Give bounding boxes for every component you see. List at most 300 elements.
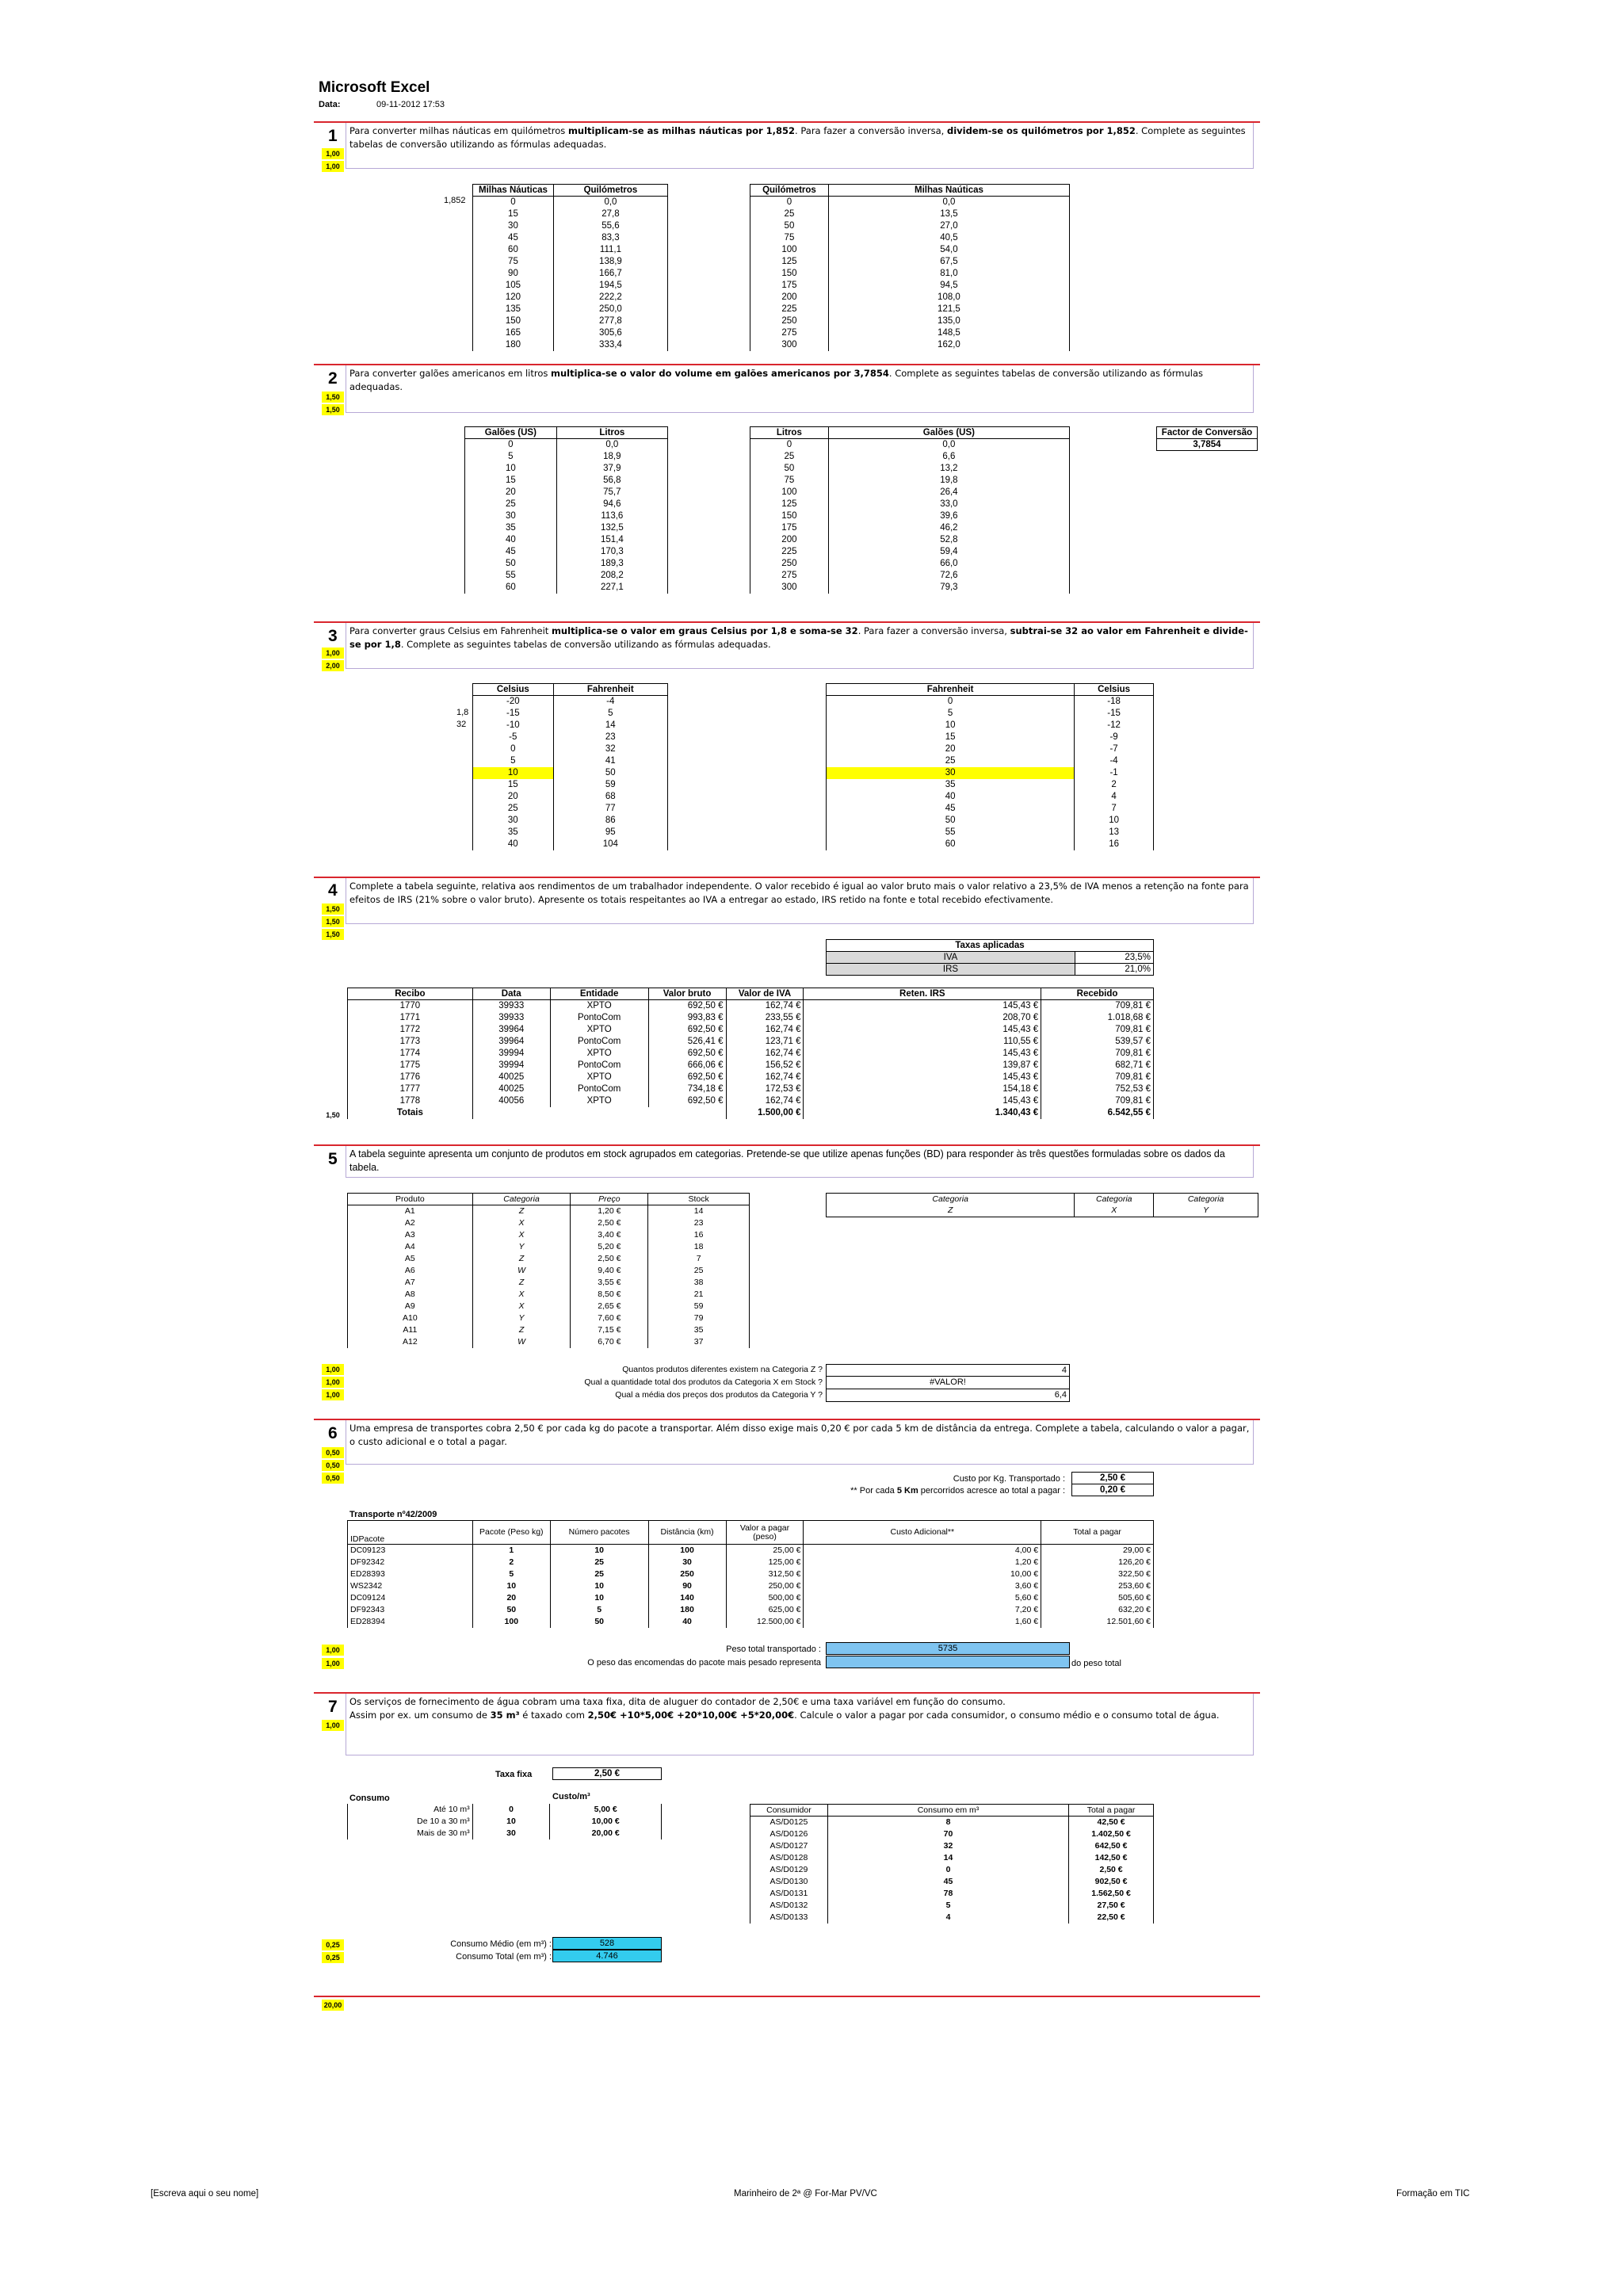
table-cell: PontoCom — [550, 1036, 648, 1048]
column-header: Milhas Náuticas — [473, 185, 554, 197]
db-answer: 4 — [826, 1364, 1070, 1377]
table-cell: W — [472, 1336, 571, 1348]
table-row — [750, 1900, 1154, 1912]
table-cell: 692,50 € — [648, 1024, 726, 1036]
score-cell: 1,50 — [322, 904, 344, 915]
table-cell: 15 — [827, 732, 1075, 743]
table-cell: 10 — [550, 1545, 648, 1557]
table-cell: 37 — [648, 1336, 750, 1348]
table-row — [827, 827, 1154, 839]
score-cell: 1,00 — [322, 1720, 344, 1731]
table-cell: 150 — [750, 268, 829, 280]
table-row — [750, 280, 1070, 292]
score-cell: 1,00 — [322, 1364, 344, 1375]
table-cell: 75 — [473, 256, 554, 268]
table-cell: A4 — [348, 1241, 473, 1253]
table-cell: 170,3 — [556, 546, 667, 558]
table-row — [827, 767, 1154, 779]
table-row — [750, 558, 1070, 570]
question-text: Os serviços de fornecimento de água cobram uma taxa fixa, dita de aluguer do contador de 2,50€ e uma taxa variável em função do consumo. Assim por ex. um consumo de 35 m³ é taxado com 2,50€ +10*5,00€ +20*10,00€ +5*20,00€. Calcule o valor a pagar por cada consumidor, o consumo médio e o consumo total de água. — [346, 1694, 1254, 1755]
table-row — [348, 1036, 1154, 1048]
table-row — [348, 1545, 1154, 1557]
table-row — [348, 1804, 662, 1816]
table-cell: 682,71 € — [1041, 1060, 1154, 1072]
table-cell: 46,2 — [828, 522, 1069, 534]
table-row — [465, 439, 668, 451]
table-cell: 275 — [750, 327, 829, 339]
table-cell: A8 — [348, 1289, 473, 1301]
table-cell: 10 — [465, 463, 557, 475]
table-cell: A11 — [348, 1324, 473, 1336]
table-cell: -18 — [1075, 696, 1154, 708]
table-cell: 1770 — [348, 1000, 473, 1012]
table-cell: 145,43 € — [804, 1000, 1041, 1012]
table-row — [348, 1229, 750, 1241]
table-cell: 3,40 € — [571, 1229, 648, 1241]
table-cell: 100 — [750, 487, 829, 499]
table-cell: 162,74 € — [726, 1000, 804, 1012]
table-cell: 25 — [750, 208, 829, 220]
table-cell: 140 — [648, 1592, 726, 1604]
fahrenheit-to-celsius-table — [826, 683, 1154, 850]
table-cell: 5 — [553, 708, 667, 720]
table-cell: 148,5 — [828, 327, 1069, 339]
table-cell: 14 — [648, 1205, 750, 1217]
table-cell: 50 — [827, 815, 1075, 827]
table-cell: 2,65 € — [571, 1301, 648, 1312]
table-row — [465, 451, 668, 463]
table-cell: 72,6 — [828, 570, 1069, 582]
table-cell: 0 — [473, 743, 554, 755]
table-row — [348, 1048, 1154, 1060]
table-cell: 4,00 € — [804, 1545, 1041, 1557]
table-row — [348, 1301, 750, 1312]
score-cell: 1,50 — [326, 1111, 340, 1119]
header-row — [348, 1194, 750, 1205]
table-cell: 79,3 — [828, 582, 1069, 594]
table-cell: 12.501,60 € — [1041, 1616, 1154, 1628]
table-cell: 77 — [553, 803, 667, 815]
table-cell: 10 — [472, 1580, 550, 1592]
table-cell: 625,00 € — [726, 1604, 804, 1616]
table-cell: 6,70 € — [571, 1336, 648, 1348]
table-cell: -4 — [1075, 755, 1154, 767]
table-cell: DC09124 — [348, 1592, 473, 1604]
table-cell: 20 — [473, 791, 554, 803]
table-cell: 108,0 — [828, 292, 1069, 304]
table-cell: -7 — [1075, 743, 1154, 755]
table-cell: 40025 — [472, 1083, 550, 1095]
table-row — [827, 1205, 1258, 1217]
table-cell: A1 — [348, 1205, 473, 1217]
table-row — [348, 1253, 750, 1265]
table-cell: X — [1075, 1205, 1154, 1217]
table-cell: -20 — [473, 696, 554, 708]
table-cell: 16 — [1075, 839, 1154, 850]
table-cell: 2,50 € — [571, 1217, 648, 1229]
consumption-label: Consumo — [349, 1794, 390, 1803]
table-cell: 50 — [550, 1616, 648, 1628]
table-cell: 5 — [827, 1900, 1068, 1912]
score-cell: 1,00 — [322, 1658, 344, 1669]
table-cell: 194,5 — [553, 280, 667, 292]
header-row — [348, 988, 1154, 1000]
factor-1-8: 1,8 — [456, 708, 469, 717]
cost-per-kg-label: Custo por Kg. Transportado : — [953, 1474, 1065, 1484]
table-row — [750, 292, 1070, 304]
column-header: Reten. IRS — [804, 988, 1041, 1000]
table-cell: 5 — [465, 451, 557, 463]
table-cell: 32 — [553, 743, 667, 755]
table-cell: 78 — [827, 1888, 1068, 1900]
table-cell: 0,0 — [556, 439, 667, 451]
column-header: Entidade — [550, 988, 648, 1000]
table-cell: 1776 — [348, 1072, 473, 1083]
table-row — [348, 1205, 750, 1217]
header-row — [473, 185, 668, 197]
table-cell: 39994 — [472, 1060, 550, 1072]
table-cell: 100 — [750, 244, 829, 256]
table-cell: AS/D0132 — [750, 1900, 828, 1912]
question-number: 5 — [328, 1150, 338, 1168]
table-row — [473, 280, 668, 292]
table-cell: 25 — [648, 1265, 750, 1277]
table-cell: 10 — [550, 1592, 648, 1604]
table-cell: 1775 — [348, 1060, 473, 1072]
table-cell: AS/D0126 — [750, 1828, 828, 1840]
question-number: 6 — [328, 1424, 338, 1442]
table-cell: 5 — [473, 755, 554, 767]
column-header: Litros — [556, 427, 667, 439]
table-cell: 0 — [827, 1864, 1068, 1876]
table-row — [473, 755, 668, 767]
score-cell: 1,50 — [322, 392, 344, 403]
table-cell: 40 — [827, 791, 1075, 803]
table-cell: 29,00 € — [1041, 1545, 1154, 1557]
table-cell: 19,8 — [828, 475, 1069, 487]
table-cell: 59,4 — [828, 546, 1069, 558]
table-cell: 709,81 € — [1041, 1048, 1154, 1060]
table-cell: -15 — [1075, 708, 1154, 720]
table-row — [473, 803, 668, 815]
score-cell: 1,50 — [322, 916, 344, 927]
table-row — [473, 767, 668, 779]
table-cell: 0 — [472, 1804, 550, 1816]
table-cell: 15 — [465, 475, 557, 487]
table-cell: 100 — [472, 1616, 550, 1628]
column-header: Data — [472, 988, 550, 1000]
table-row — [473, 732, 668, 743]
km-to-miles-table — [750, 184, 1070, 351]
table-cell: 55 — [827, 827, 1075, 839]
table-cell: 2,50 € — [571, 1253, 648, 1265]
table-cell: 38 — [648, 1277, 750, 1289]
table-cell: 5,00 € — [550, 1804, 662, 1816]
table-cell: 10 — [473, 767, 554, 779]
footer-left: [Escreva aqui o seu nome] — [151, 2189, 259, 2199]
table-cell: 305,6 — [553, 327, 667, 339]
table-cell: 68 — [553, 791, 667, 803]
table-cell: 162,74 € — [726, 1095, 804, 1107]
table-cell: 734,18 € — [648, 1083, 726, 1095]
table-cell: 166,7 — [553, 268, 667, 280]
table-cell: 300 — [750, 582, 829, 594]
table-cell: 180 — [473, 339, 554, 351]
table-cell: X — [472, 1289, 571, 1301]
question-number: 1 — [328, 127, 338, 145]
table-cell: 39933 — [472, 1000, 550, 1012]
heaviest-pct-label: O peso das encomendas do pacote mais pesado representa — [587, 1658, 821, 1668]
table-row — [750, 1828, 1154, 1840]
table-cell: 79 — [648, 1312, 750, 1324]
table-row — [473, 244, 668, 256]
table-cell: 8 — [827, 1817, 1068, 1828]
table-cell: ED28394 — [348, 1616, 473, 1628]
table-cell: 156,52 € — [726, 1060, 804, 1072]
table-cell: 1773 — [348, 1036, 473, 1048]
table-cell: 0,0 — [553, 197, 667, 208]
table-cell: 13,2 — [828, 463, 1069, 475]
header-row — [750, 427, 1070, 439]
table-cell: 39,6 — [828, 510, 1069, 522]
table-cell: 145,43 € — [804, 1024, 1041, 1036]
table-cell: 54,0 — [828, 244, 1069, 256]
table-cell: 10 — [827, 720, 1075, 732]
income-table — [347, 988, 1154, 1119]
tax-rates-table: Taxas aplicadas IVA 23,5% IRS 21,0% — [826, 939, 1154, 976]
table-cell: Y — [472, 1312, 571, 1324]
table-cell: 37,9 — [556, 463, 667, 475]
column-header: Número pacotes — [550, 1521, 648, 1545]
per-5km-label: ** Por cada 5 Km percorridos acresce ao total a pagar : — [850, 1486, 1065, 1496]
table-cell: 55,6 — [553, 220, 667, 232]
table-cell: 67,5 — [828, 256, 1069, 268]
table-row — [750, 499, 1070, 510]
table-cell: PontoCom — [550, 1060, 648, 1072]
column-header: Valor de IVA — [726, 988, 804, 1000]
table-cell: 222,2 — [553, 292, 667, 304]
table-cell: 86 — [553, 815, 667, 827]
table-cell: 25 — [550, 1557, 648, 1568]
table-cell: 27,50 € — [1069, 1900, 1154, 1912]
transport-table — [347, 1520, 1154, 1628]
table-cell: 0,0 — [828, 197, 1069, 208]
table-cell: A9 — [348, 1301, 473, 1312]
table-cell: 12.500,00 € — [726, 1616, 804, 1628]
table-row — [465, 510, 668, 522]
table-cell: 1.018,68 € — [1041, 1012, 1154, 1024]
table-row — [465, 522, 668, 534]
table-cell: -5 — [473, 732, 554, 743]
table-cell: 56,8 — [556, 475, 667, 487]
question-number: 7 — [328, 1698, 338, 1716]
table-cell: 40,5 — [828, 232, 1069, 244]
table-cell: 0 — [473, 197, 554, 208]
table-cell: 3,60 € — [804, 1580, 1041, 1592]
header-row — [750, 1805, 1154, 1817]
table-row — [750, 327, 1070, 339]
table-cell: -9 — [1075, 732, 1154, 743]
table-cell: 90 — [648, 1580, 726, 1592]
table-cell: 142,50 € — [1069, 1852, 1154, 1864]
table-row — [750, 487, 1070, 499]
table-cell: A12 — [348, 1336, 473, 1348]
table-cell: 94,5 — [828, 280, 1069, 292]
table-cell: 23 — [553, 732, 667, 743]
table-cell: 0 — [827, 696, 1075, 708]
table-row — [750, 1888, 1154, 1900]
table-cell: XPTO — [550, 1072, 648, 1083]
column-header: Litros — [750, 427, 829, 439]
table-cell: 27,8 — [553, 208, 667, 220]
table-row — [750, 304, 1070, 315]
table-cell: 27,0 — [828, 220, 1069, 232]
gallons-to-liters-table — [464, 426, 668, 594]
table-cell: 642,50 € — [1069, 1840, 1154, 1852]
table-row — [473, 815, 668, 827]
table-row — [750, 244, 1070, 256]
table-cell: 18 — [648, 1241, 750, 1253]
table-cell: 25 — [750, 451, 829, 463]
table-cell: X — [472, 1301, 571, 1312]
table-cell: Até 10 m³ — [348, 1804, 473, 1816]
table-cell: 322,50 € — [1041, 1568, 1154, 1580]
table-cell: 25,00 € — [726, 1545, 804, 1557]
table-row — [348, 1000, 1154, 1012]
table-cell: DF92342 — [348, 1557, 473, 1568]
table-cell: 208,2 — [556, 570, 667, 582]
table-cell: 200 — [750, 534, 829, 546]
criteria-table — [826, 1193, 1258, 1217]
table-cell: 0 — [750, 197, 829, 208]
table-row — [750, 1817, 1154, 1828]
table-cell: 111,1 — [553, 244, 667, 256]
table-cell: 180 — [648, 1604, 726, 1616]
table-cell: 189,3 — [556, 558, 667, 570]
table-cell: AS/D0129 — [750, 1864, 828, 1876]
consumers-table — [750, 1804, 1154, 1924]
table-row — [827, 696, 1154, 708]
score-cell: 0,25 — [322, 1952, 344, 1963]
total-weight-label: Peso total transportado : — [726, 1645, 821, 1654]
table-row — [827, 779, 1154, 791]
table-row — [827, 803, 1154, 815]
table-cell: 25 — [473, 803, 554, 815]
avg-consumption-label: Consumo Médio (em m³) : — [450, 1939, 552, 1949]
table-cell: 165 — [473, 327, 554, 339]
table-cell: PontoCom — [550, 1012, 648, 1024]
table-cell: 35 — [648, 1324, 750, 1336]
table-cell: 59 — [648, 1301, 750, 1312]
table-cell: 14 — [553, 720, 667, 732]
table-cell: 7 — [648, 1253, 750, 1265]
table-row — [465, 534, 668, 546]
table-row — [750, 220, 1070, 232]
table-cell: 40 — [465, 534, 557, 546]
heaviest-pct-value — [826, 1656, 1070, 1668]
table-row — [750, 475, 1070, 487]
db-question-label: Quantos produtos diferentes existem na Categoria Z ? — [622, 1365, 823, 1374]
question-text: A tabela seguinte apresenta um conjunto de produtos em stock agrupados em categorias. Pretende-se que utilize apenas funções (BD) para responder às três questões formuladas sobre os dados da tabela. — [346, 1146, 1254, 1178]
table-cell: 105 — [473, 280, 554, 292]
table-cell: 200 — [750, 292, 829, 304]
column-header: Categoria — [1154, 1194, 1258, 1205]
table-cell: 3,55 € — [571, 1277, 648, 1289]
score-cell: 1,00 — [322, 1377, 344, 1388]
table-row — [348, 1324, 750, 1336]
table-cell: 60 — [827, 839, 1075, 850]
table-row — [750, 451, 1070, 463]
table-cell: 312,50 € — [726, 1568, 804, 1580]
liters-to-gallons-table — [750, 426, 1070, 594]
fixed-fee-label: Taxa fixa — [495, 1770, 533, 1779]
table-row — [750, 268, 1070, 280]
table-cell: 709,81 € — [1041, 1072, 1154, 1083]
table-cell: 40 — [473, 839, 554, 850]
total-weight-value: 5735 — [826, 1642, 1070, 1655]
column-header: IDPacote — [348, 1521, 473, 1545]
table-row — [473, 292, 668, 304]
total-consumption-label: Consumo Total (em m³) : — [456, 1952, 552, 1962]
table-cell: X — [472, 1217, 571, 1229]
column-header: Valor a pagar (peso) — [726, 1521, 804, 1545]
table-cell: 30 — [827, 767, 1075, 779]
date-label: Data: — [319, 100, 341, 109]
table-cell: 15 — [473, 779, 554, 791]
table-cell: 125,00 € — [726, 1557, 804, 1568]
table-cell: 175 — [750, 280, 829, 292]
table-row — [473, 220, 668, 232]
table-row — [827, 720, 1154, 732]
table-row — [750, 546, 1070, 558]
table-row — [465, 487, 668, 499]
table-cell: 175 — [750, 522, 829, 534]
table-cell: 113,6 — [556, 510, 667, 522]
conversion-factor-box: Factor de Conversão 3,7854 — [1156, 426, 1258, 451]
question-text: Uma empresa de transportes cobra 2,50 € por cada kg do pacote a transportar. Além disso exige mais 0,20 € por cada 5 km de distância da entrega. Complete a tabela, calculando o valor a pagar, o custo adicional e o total a pagar. — [346, 1420, 1254, 1465]
avg-consumption-value: 528 — [552, 1937, 662, 1950]
table-cell: 145,43 € — [804, 1072, 1041, 1083]
score-cell: 0,25 — [322, 1939, 344, 1950]
table-cell: 35 — [465, 522, 557, 534]
table-cell: 151,4 — [556, 534, 667, 546]
table-cell: 208,70 € — [804, 1012, 1041, 1024]
column-header: Total a pagar — [1069, 1805, 1154, 1817]
table-cell: 135 — [473, 304, 554, 315]
table-cell: 1 — [472, 1545, 550, 1557]
table-row — [465, 570, 668, 582]
table-cell: 40056 — [472, 1095, 550, 1107]
table-cell: 132,5 — [556, 522, 667, 534]
products-table — [347, 1193, 750, 1348]
table-cell: 162,74 € — [726, 1048, 804, 1060]
table-cell: 500,00 € — [726, 1592, 804, 1604]
table-cell: A3 — [348, 1229, 473, 1241]
db-answer: #VALOR! — [826, 1377, 1070, 1389]
table-cell: 709,81 € — [1041, 1095, 1154, 1107]
table-cell: -4 — [553, 696, 667, 708]
table-cell: A2 — [348, 1217, 473, 1229]
table-cell: 121,5 — [828, 304, 1069, 315]
table-row — [473, 827, 668, 839]
table-cell: 993,83 € — [648, 1012, 726, 1024]
fixed-fee-box: 2,50 € — [552, 1767, 662, 1780]
table-cell: 9,40 € — [571, 1265, 648, 1277]
table-cell: Mais de 30 m³ — [348, 1828, 473, 1839]
table-row — [348, 1604, 1154, 1616]
question-number: 4 — [328, 881, 338, 900]
table-row — [348, 1816, 662, 1828]
